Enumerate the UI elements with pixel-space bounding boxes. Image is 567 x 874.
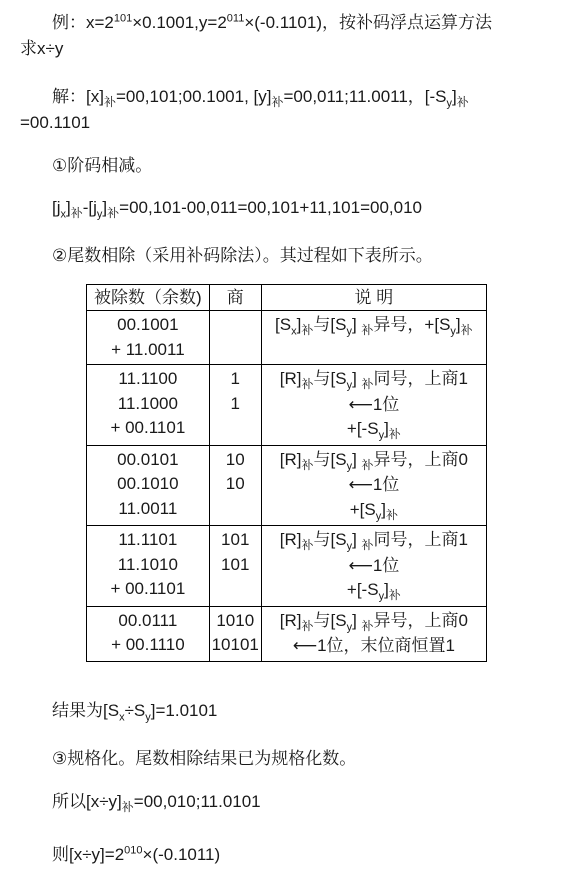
dividend-cell <box>87 365 210 446</box>
step1-a: [j <box>52 198 61 217</box>
step1-formula <box>52 197 422 220</box>
dividend-line: + 11.0011 <box>111 339 185 359</box>
note-line: ⟵1位，末位商恒置1 <box>292 636 455 655</box>
dividend-line: + 00.1101 <box>110 579 186 598</box>
result-line <box>52 700 217 722</box>
quotient-cell <box>209 365 261 446</box>
step3-title-text: ③规格化。尾数相除结果已为规格化数。 <box>52 749 357 768</box>
example-question: 求x÷y <box>20 39 64 58</box>
note-cell <box>261 311 486 365</box>
result-b: ÷S <box>124 701 146 720</box>
bu-subscript: 补 <box>107 206 120 220</box>
bu-subscript: 补 <box>70 206 83 220</box>
quotient-line: 1 <box>230 369 240 388</box>
step3-so-line <box>52 791 261 814</box>
dividend-line: 11.1101 <box>118 530 178 549</box>
result-c: ]=1.0101 <box>150 701 218 720</box>
step3-final-a: 则[x÷y]=2 <box>52 845 125 864</box>
quotient-cell <box>209 311 261 365</box>
quotient-line: 101 <box>221 554 250 574</box>
note-line: $[R]_补$与$[S_y]$ $_补$异号，上商0 <box>279 610 468 633</box>
step1-d: ] <box>102 198 108 217</box>
step2-title <box>52 245 433 267</box>
note-line: $+[-S_y]_补$ <box>346 580 401 603</box>
note-line: ⟵1位 <box>348 475 400 494</box>
step2-title-text: ②尾数相除（采用补码除法）。其过程如下表所示。 <box>52 246 433 265</box>
header-dividend: 被除数（余数) <box>87 285 210 311</box>
table-row <box>87 311 487 365</box>
dividend-line: + 00.1110 <box>111 635 185 654</box>
y-exponent: 011 <box>226 12 245 25</box>
step3-title <box>52 748 356 770</box>
note-cell <box>261 526 486 607</box>
step3-final-b: ×(-0.1011) <box>142 845 221 864</box>
note-cell <box>261 445 486 526</box>
example-line-2 <box>20 38 63 60</box>
note-line: ⟵1位 <box>348 394 400 414</box>
step3-so-a: 所以[x÷y] <box>52 792 122 811</box>
step3-so-b: =00,010;11.0101 <box>133 792 261 811</box>
note-line: $+[S_y]_补$ <box>349 499 398 522</box>
table-row <box>87 445 487 526</box>
example-mid2: ×(-0.1101)，按补码浮点运算方法 <box>244 13 492 32</box>
final-exponent: 010 <box>124 844 143 857</box>
dividend-cell <box>87 526 210 607</box>
solution-line2: =00.1101 <box>20 113 91 132</box>
table-body <box>87 311 487 662</box>
dividend-line: 00.1010 <box>117 474 179 493</box>
example-mid1: ×0.1001,y=2 <box>132 13 227 32</box>
note-line: $[S_x]_补$与$[S_y]$ $_补$异号，$+[S_y]_补$ <box>275 315 473 338</box>
step1-title-text: ①阶码相减。 <box>52 156 153 175</box>
note-cell <box>261 606 486 661</box>
table-header-row <box>87 285 487 311</box>
header-quotient: 商 <box>209 285 261 311</box>
bu-subscript: 补 <box>271 95 284 109</box>
quotient-line: 10 <box>225 474 245 493</box>
header-note: 说 明 <box>261 285 486 311</box>
quotient-line: 1010 <box>216 610 255 630</box>
step1-b: ] <box>66 198 71 217</box>
x-subscript: x <box>60 208 66 221</box>
step1-title <box>52 155 152 177</box>
quotient-line: 10101 <box>211 635 259 654</box>
y-subscript: y <box>96 208 103 221</box>
dividend-cell <box>87 606 210 661</box>
note-line: $[R]_补$与$[S_y]$ $_补$同号，上商1 <box>279 369 468 392</box>
solution-line-2 <box>20 112 90 134</box>
dividend-line: + 00.1101 <box>110 418 186 437</box>
solution-b: =00,101;00.1001, [y] <box>115 87 272 106</box>
bu-subscript: 补 <box>103 95 116 109</box>
table-row <box>87 526 487 607</box>
note-line: $[R]_补$与$[S_y]$ $_补$异号，上商0 <box>279 449 468 472</box>
dividend-line: 11.1100 <box>118 369 178 388</box>
dividend-line: 11.1010 <box>117 554 178 574</box>
table-row <box>87 365 487 446</box>
step3-final-line <box>52 844 220 866</box>
dividend-cell <box>87 445 210 526</box>
step1-c: -[j <box>82 198 97 217</box>
solution-a: 解：[x] <box>52 87 104 106</box>
solution-line-1 <box>52 86 469 109</box>
quotient-cell <box>209 526 261 607</box>
bu-subscript: 补 <box>121 800 134 814</box>
solution-d: ] <box>452 87 457 106</box>
x-exponent: 101 <box>113 12 133 25</box>
bu-subscript: 补 <box>456 95 469 109</box>
dividend-line: 11.1000 <box>117 393 178 413</box>
quotient-line: 1 <box>230 393 240 413</box>
quotient-line: 10 <box>225 449 245 469</box>
example-line-1 <box>52 12 492 34</box>
dividend-line: 00.0111 <box>118 610 178 630</box>
step1-e: =00,101-00,011=00,101+11,101=00,010 <box>119 198 423 217</box>
example-prefix: 例：x=2 <box>52 13 114 32</box>
note-line: $[R]_补$与$[S_y]$ $_补$同号，上商1 <box>279 530 468 553</box>
result-a: 结果为[S <box>52 701 120 720</box>
note-cell <box>261 365 486 446</box>
dividend-line: 11.0011 <box>118 498 178 518</box>
division-table <box>86 284 487 662</box>
note-line: $+[-S_y]_补$ <box>346 419 401 442</box>
solution-c: =00,011;11.0011，[-S <box>283 87 447 106</box>
dividend-cell <box>87 311 210 365</box>
quotient-cell <box>209 445 261 526</box>
table-row <box>87 606 487 661</box>
quotient-line: 101 <box>221 530 250 549</box>
dividend-line: 00.1001 <box>117 315 179 334</box>
quotient-cell <box>209 606 261 661</box>
dividend-line: 00.0101 <box>117 449 179 469</box>
y-subscript: y <box>446 97 453 110</box>
y-subscript: y <box>145 711 151 724</box>
x-subscript: x <box>119 711 125 724</box>
note-line: ⟵1位 <box>348 555 400 575</box>
